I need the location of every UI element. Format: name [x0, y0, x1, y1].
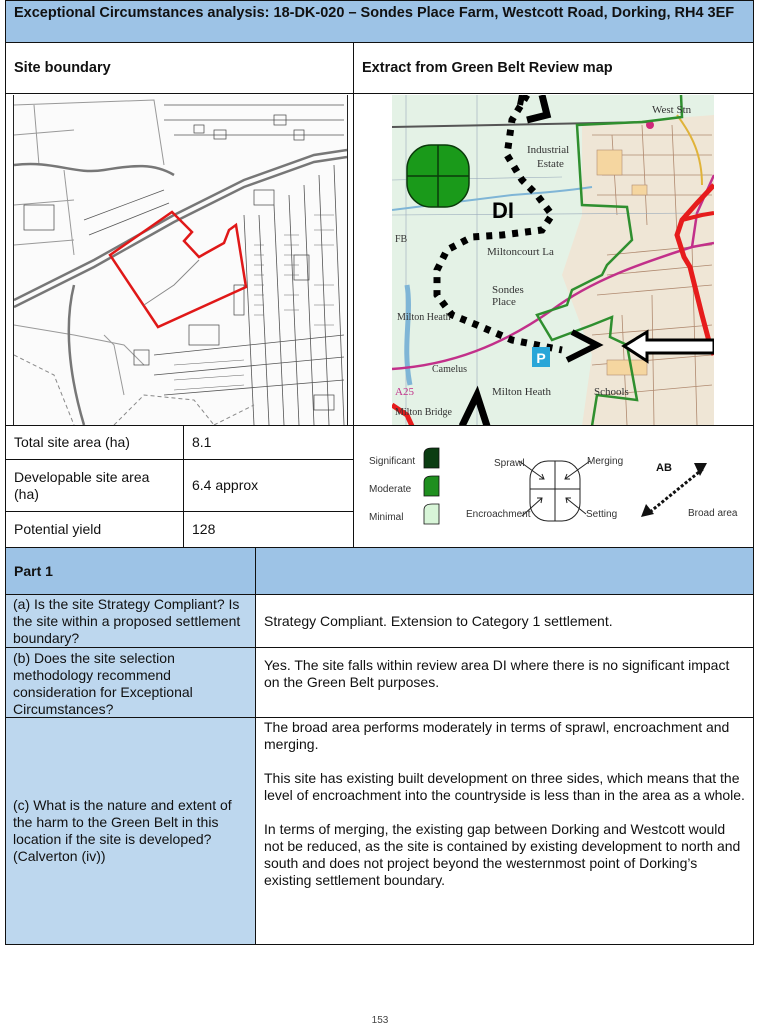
svg-text:Significant: Significant	[369, 456, 416, 467]
answer-c-paragraph: In terms of merging, the existing gap between Dorking and Westcott would not be reduced, as the site is contained by existing development to north and south and does not project beyond the westernmost point of Dorking’s existing settlement boundary.	[264, 821, 741, 888]
gb-map-cell	[353, 93, 754, 426]
green-belt-review-map	[392, 95, 714, 426]
review-area-label: DI	[492, 198, 514, 223]
question-b-cell	[5, 647, 256, 718]
green-belt-map-svg	[392, 95, 714, 426]
answer-a: Strategy Compliant. Extension to Category 1 settlement.	[264, 612, 613, 629]
map-legend	[354, 426, 753, 547]
moderate-swatch	[424, 476, 439, 496]
svg-text:Milton Bridge: Milton Bridge	[395, 407, 452, 418]
svg-text:FB: FB	[395, 234, 408, 245]
site-boundary-heading: Site boundary	[14, 59, 111, 76]
question-a: (a) Is the site Strategy Compliant? Is the site within a proposed settlement boundary?	[13, 595, 241, 646]
svg-text:Milton Heath: Milton Heath	[397, 312, 451, 323]
answer-b: Yes. The site falls within review area DI where there is no significant impact on the Green Belt purposes.	[264, 657, 730, 690]
svg-text:A25: A25	[395, 386, 414, 398]
site-info-value: 6.4 approx	[192, 477, 259, 493]
svg-text:Sprawl: Sprawl	[494, 458, 525, 469]
svg-text:Minimal: Minimal	[369, 512, 404, 523]
question-b: (b) Does the site selection methodology recommend consideration for Exceptional Circumstances?	[13, 650, 193, 717]
answer-c-paragraph: This site has existing built development on three sides, which means that the level of encroachment into the countryside is less than in the area as a whole.	[264, 770, 745, 803]
site-info-label: Potential yield	[14, 521, 102, 537]
site-info-label: Developable site area (ha)	[14, 468, 150, 502]
site-boundary-map-svg	[14, 95, 347, 425]
svg-text:Schools: Schools	[594, 386, 629, 398]
svg-text:Encroachment: Encroachment	[466, 509, 531, 520]
site-info-value: 8.1	[192, 434, 212, 450]
part1-heading: Part 1	[14, 562, 53, 579]
svg-text:Setting: Setting	[586, 509, 618, 520]
site-info-value: 128	[192, 521, 216, 537]
moderate-performance-symbol	[407, 145, 469, 207]
svg-text:Moderate: Moderate	[369, 484, 412, 495]
site-info-label: Total site area (ha)	[14, 434, 130, 450]
site-boundary-map-cell	[5, 93, 354, 426]
potential-yield-value-cell	[183, 511, 354, 548]
significant-swatch	[424, 448, 439, 468]
svg-text:Merging: Merging	[587, 456, 624, 467]
question-c: (c) What is the nature and extent of the harm to the Green Belt in this location if the site is developed? (Calverton (iv))	[13, 797, 232, 864]
page-title: Exceptional Circumstances analysis: 18-DK-020 – Sondes Place Farm, Westcott Road, Dorking, RH4 3EF	[14, 5, 735, 21]
developable-area-label-cell	[5, 459, 184, 512]
answer-c-cell	[255, 717, 754, 945]
site-boundary-heading-cell	[5, 42, 354, 94]
answer-c-paragraph: The broad area performs moderately in terms of sprawl, encroachment and merging.	[264, 719, 730, 752]
gb-map-heading: Extract from Green Belt Review map	[362, 59, 613, 76]
total-area-label-cell	[5, 425, 184, 460]
question-c-cell	[5, 717, 256, 945]
part1-heading-blank-cell	[255, 547, 754, 595]
svg-text:P: P	[536, 350, 546, 366]
minimal-swatch	[424, 504, 439, 524]
total-area-value-cell	[183, 425, 354, 460]
svg-text:Estate: Estate	[537, 158, 564, 170]
svg-text:AB: AB	[656, 462, 672, 474]
part1-heading-cell	[5, 547, 256, 595]
gb-map-heading-cell	[353, 42, 754, 94]
site-boundary-map	[13, 95, 348, 425]
map-legend-cell	[353, 425, 754, 548]
question-a-cell	[5, 594, 256, 648]
answer-a-cell	[255, 594, 754, 648]
svg-text:Milton Heath: Milton Heath	[492, 386, 551, 398]
svg-text:Place: Place	[492, 296, 516, 308]
svg-text:Sondes: Sondes	[492, 284, 524, 296]
developable-area-value-cell	[183, 459, 354, 512]
svg-text:West Stn: West Stn	[652, 104, 692, 116]
svg-text:Camelus: Camelus	[432, 364, 467, 375]
svg-text:Miltoncourt La: Miltoncourt La	[487, 246, 554, 258]
answer-b-cell	[255, 647, 754, 718]
title-cell	[5, 0, 754, 43]
page-number: 153	[371, 1015, 389, 1026]
potential-yield-label-cell	[5, 511, 184, 548]
svg-text:Broad area: Broad area	[688, 508, 738, 519]
svg-text:Industrial: Industrial	[527, 144, 570, 156]
